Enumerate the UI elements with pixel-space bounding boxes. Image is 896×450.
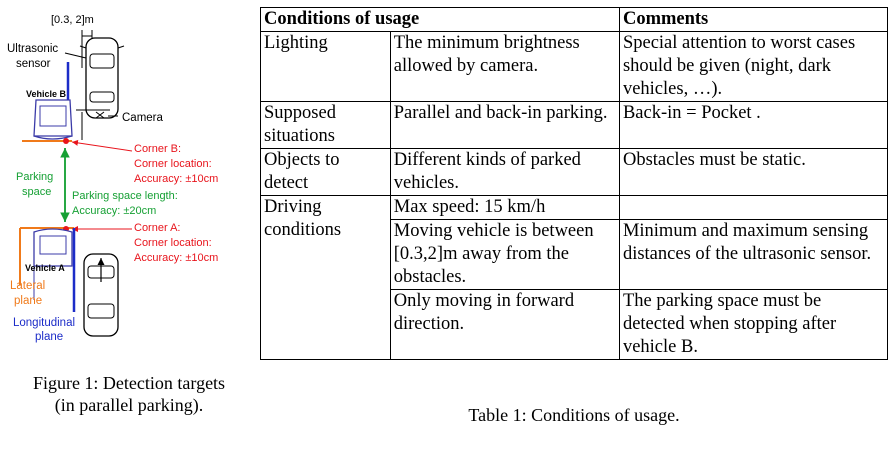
- condition-cell: Lighting: [261, 32, 391, 102]
- figure-caption-line-2: (in parallel parking).: [54, 395, 204, 415]
- ego-vehicle-top: [80, 38, 124, 118]
- corner-b-label: Corner B: Corner location: Accuracy: ±10cm: [134, 143, 219, 185]
- detail-cell: Different kinds of parked vehicles.: [390, 149, 619, 196]
- detail-cell: The minimum brightness allowed by camera.: [390, 32, 619, 102]
- table-caption: Table 1: Conditions of usage.: [468, 405, 680, 425]
- detail-cell: Max speed: 15 km/h: [390, 196, 619, 220]
- parking-diagram: [0, 0, 258, 370]
- detail-cell: Moving vehicle is between [0.3,2]m away from the obstacles.: [390, 220, 619, 290]
- corner-a-label: Corner A: Corner location: Accuracy: ±10cm: [134, 222, 219, 264]
- figure-caption-line-1: Figure 1: Detection targets: [32, 373, 226, 393]
- condition-cell: Objects to detect: [261, 149, 391, 196]
- detail-cell: Only moving in forward direction.: [390, 290, 619, 360]
- condition-cell: Supposed situations: [261, 102, 391, 149]
- comment-cell: Minimum and maximum sensing distances of the ultrasonic sensor.: [619, 220, 887, 290]
- corner-b-leader: [72, 142, 132, 151]
- table-row: [261, 196, 888, 220]
- sensor-leader: [65, 53, 86, 58]
- comment-cell: [619, 196, 887, 220]
- comment-cell: Back-in = Pocket .: [619, 102, 887, 149]
- conditions-table: [260, 7, 888, 360]
- ultrasonic-sensor-label: Ultrasonic sensor: [7, 43, 59, 70]
- comment-cell: The parking space must be detected when stopping after vehicle B.: [619, 290, 887, 360]
- header-comments: Comments: [619, 8, 887, 32]
- vehicle-b-label: Vehicle B: [26, 89, 67, 99]
- lateral-plane-label: Lateral plane: [10, 280, 46, 307]
- detail-cell: Parallel and back-in parking.: [390, 102, 619, 149]
- vehicle-a-label: Vehicle A: [25, 263, 65, 273]
- figure-1: [0, 0, 258, 450]
- vehicle-b: [34, 100, 72, 139]
- table-row: [261, 149, 888, 196]
- longitudinal-plane-label: Longitudinal plane: [13, 317, 76, 343]
- camera-label: Camera: [122, 112, 163, 124]
- comment-cell: Obstacles must be static.: [619, 149, 887, 196]
- ego-vehicle-bottom: [84, 254, 118, 336]
- parking-space-label: Parking space: [16, 171, 54, 198]
- figure-caption: [0, 372, 258, 416]
- table-header-row: [261, 8, 888, 32]
- condition-cell: Driving conditions: [261, 196, 391, 360]
- table-row: [261, 32, 888, 102]
- header-conditions: Conditions of usage: [261, 8, 620, 32]
- parking-length-label: Parking space length: Accuracy: ±20cm: [72, 190, 178, 217]
- range-label: [0.3, 2]m: [51, 14, 94, 26]
- corner-b-marker: [63, 138, 69, 144]
- comment-cell: Special attention to worst cases should be given (night, dark vehicles, …).: [619, 32, 887, 102]
- table-row: [261, 102, 888, 149]
